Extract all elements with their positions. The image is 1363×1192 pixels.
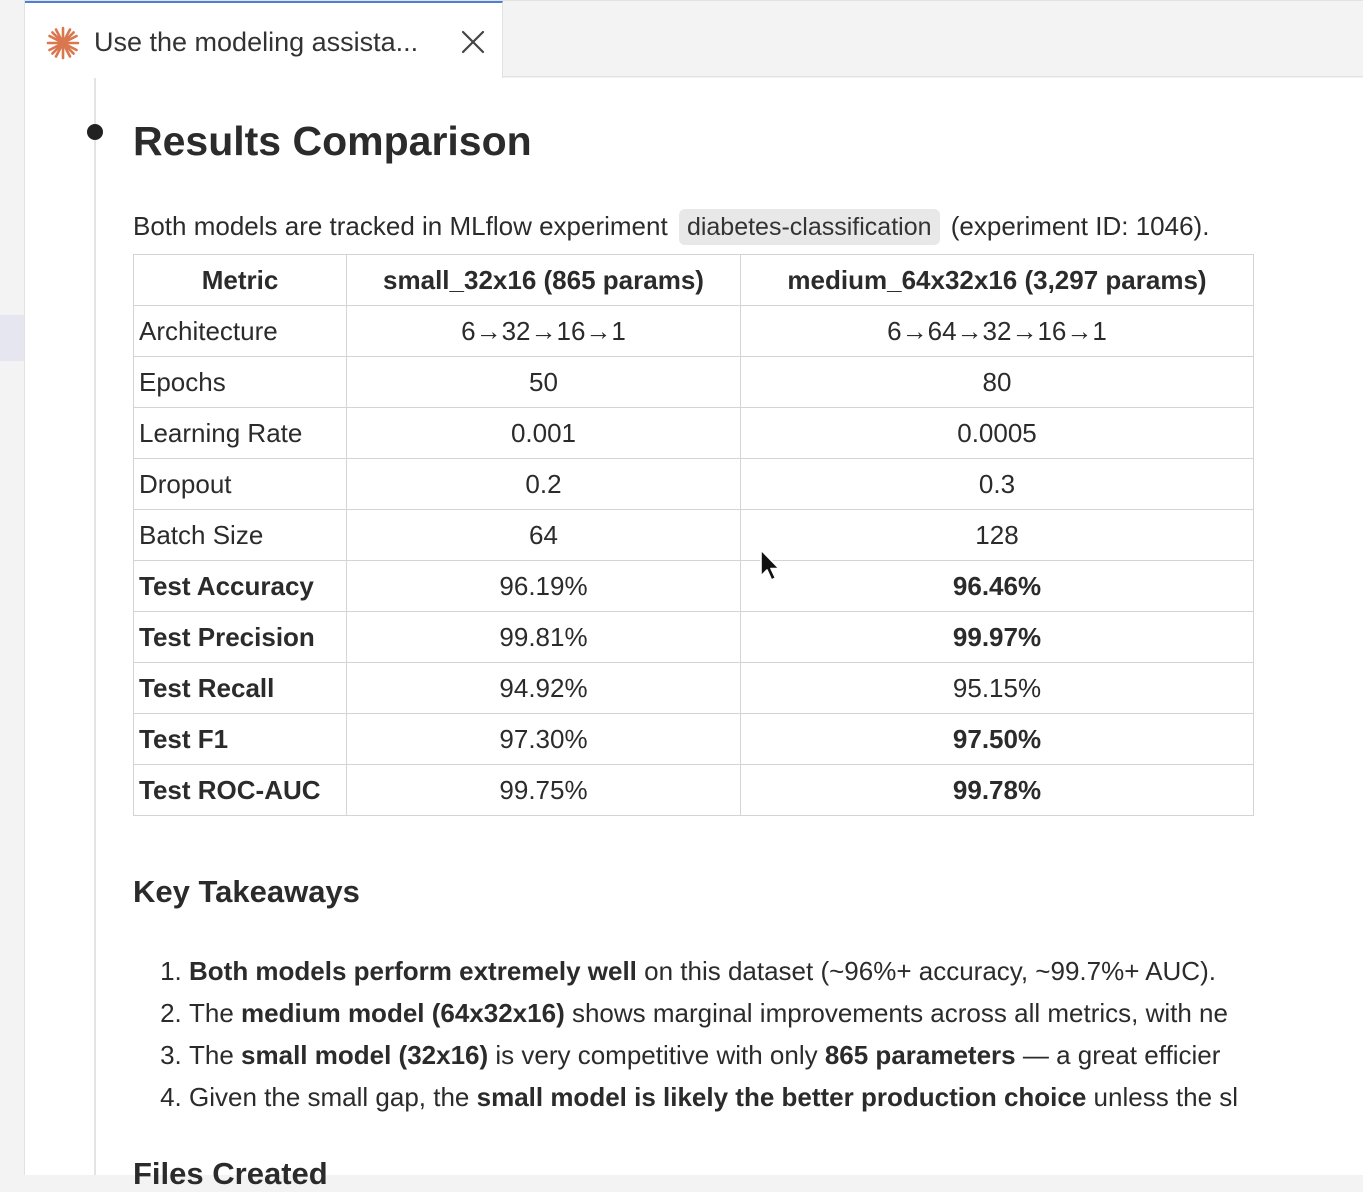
table-row <box>134 459 1254 510</box>
takeaway-text: Given the small gap, the <box>189 1082 477 1112</box>
list-item <box>189 992 1363 1034</box>
takeaway-bold-text: small model is likely the better production choice <box>476 1082 1087 1112</box>
cell-metric: Batch Size <box>134 510 347 561</box>
cell-medium-value: 96.46% <box>741 561 1254 612</box>
cell-metric: Architecture <box>134 306 347 357</box>
cell-small-value: 0.001 <box>347 408 741 459</box>
cell-small-value: 50 <box>347 357 741 408</box>
cell-small-value: 96.19% <box>347 561 741 612</box>
takeaway-text: The <box>189 998 242 1028</box>
cell-medium-value: 0.0005 <box>741 408 1254 459</box>
cell-metric: Dropout <box>134 459 347 510</box>
header-metric: Metric <box>134 255 347 306</box>
header-medium-model: medium_64x32x16 (3,297 params) <box>741 255 1254 306</box>
list-item <box>189 1034 1363 1076</box>
cell-metric: Test F1 <box>134 714 347 765</box>
table-row <box>134 663 1254 714</box>
results-table <box>133 254 1254 816</box>
rail-active-indicator <box>0 315 24 361</box>
cell-small-value: 99.75% <box>347 765 741 816</box>
cell-metric: Learning Rate <box>134 408 347 459</box>
list-item <box>189 1076 1363 1118</box>
takeaway-bold-text: medium model (64x32x16) <box>241 998 565 1028</box>
cell-medium-value: 0.3 <box>741 459 1254 510</box>
intro-text-after: (experiment ID: 1046). <box>950 211 1210 241</box>
left-activity-rail <box>0 0 25 1175</box>
table-row <box>134 612 1254 663</box>
takeaway-text: The <box>189 1040 242 1070</box>
takeaway-text: shows marginal improvements across all metrics, with ne <box>564 998 1228 1028</box>
cell-metric: Epochs <box>134 357 347 408</box>
cell-small-value: 94.92% <box>347 663 741 714</box>
takeaway-text: unless the sl <box>1086 1082 1239 1112</box>
takeaway-text: is very competitive with only <box>488 1040 825 1070</box>
section-heading-results: Results Comparison <box>133 118 532 164</box>
table-row <box>134 306 1254 357</box>
mouse-pointer-icon <box>759 548 783 584</box>
section-heading-files: Files Created <box>133 1156 328 1191</box>
cell-medium-value: 128 <box>741 510 1254 561</box>
cell-small-value: 0.2 <box>347 459 741 510</box>
experiment-name-code: diabetes-classification <box>679 209 940 245</box>
takeaway-bold-text: Both models perform extremely well <box>189 956 637 986</box>
takeaway-text: on this dataset (~96%+ accuracy, ~99.7%+ AUC). <box>636 956 1216 986</box>
cell-medium-value: 80 <box>741 357 1254 408</box>
cell-metric: Test Recall <box>134 663 347 714</box>
header-small-model: small_32x16 (865 params) <box>347 255 741 306</box>
intro-paragraph <box>133 208 1209 245</box>
cell-medium-value: 99.78% <box>741 765 1254 816</box>
table-row <box>134 510 1254 561</box>
cell-medium-value: 95.15% <box>741 663 1254 714</box>
asterisk-spark-icon <box>45 25 81 61</box>
cell-small-value: 97.30% <box>347 714 741 765</box>
chat-content <box>25 78 1363 1191</box>
table-header-row <box>134 255 1254 306</box>
section-heading-takeaways: Key Takeaways <box>133 874 360 909</box>
cell-metric: Test Accuracy <box>134 561 347 612</box>
table-row <box>134 357 1254 408</box>
close-icon[interactable] <box>460 29 486 55</box>
bullet-dot <box>87 124 103 140</box>
cell-metric: Test Precision <box>134 612 347 663</box>
takeaways-list <box>133 950 1363 1118</box>
takeaway-bold-text: 865 parameters <box>824 1040 1016 1070</box>
tab-bar <box>25 0 1363 77</box>
list-item <box>189 950 1363 992</box>
thread-line <box>94 78 96 1175</box>
tab-title: Use the modeling assista... <box>94 27 419 57</box>
table-row <box>134 408 1254 459</box>
cell-medium-value: 99.97% <box>741 612 1254 663</box>
cell-small-value: 99.81% <box>347 612 741 663</box>
takeaway-bold-text: small model (32x16) <box>241 1040 489 1070</box>
table-row <box>134 765 1254 816</box>
cell-small-value: 6→32→16→1 <box>347 306 741 357</box>
cell-medium-value: 97.50% <box>741 714 1254 765</box>
table-row <box>134 714 1254 765</box>
intro-text-before: Both models are tracked in MLflow experiment <box>133 211 668 241</box>
cell-small-value: 64 <box>347 510 741 561</box>
cell-medium-value: 6→64→32→16→1 <box>741 306 1254 357</box>
takeaway-text: — a great efficier <box>1015 1040 1221 1070</box>
table-row <box>134 561 1254 612</box>
tab-modeling-assistant[interactable] <box>25 1 503 78</box>
cell-metric: Test ROC-AUC <box>134 765 347 816</box>
